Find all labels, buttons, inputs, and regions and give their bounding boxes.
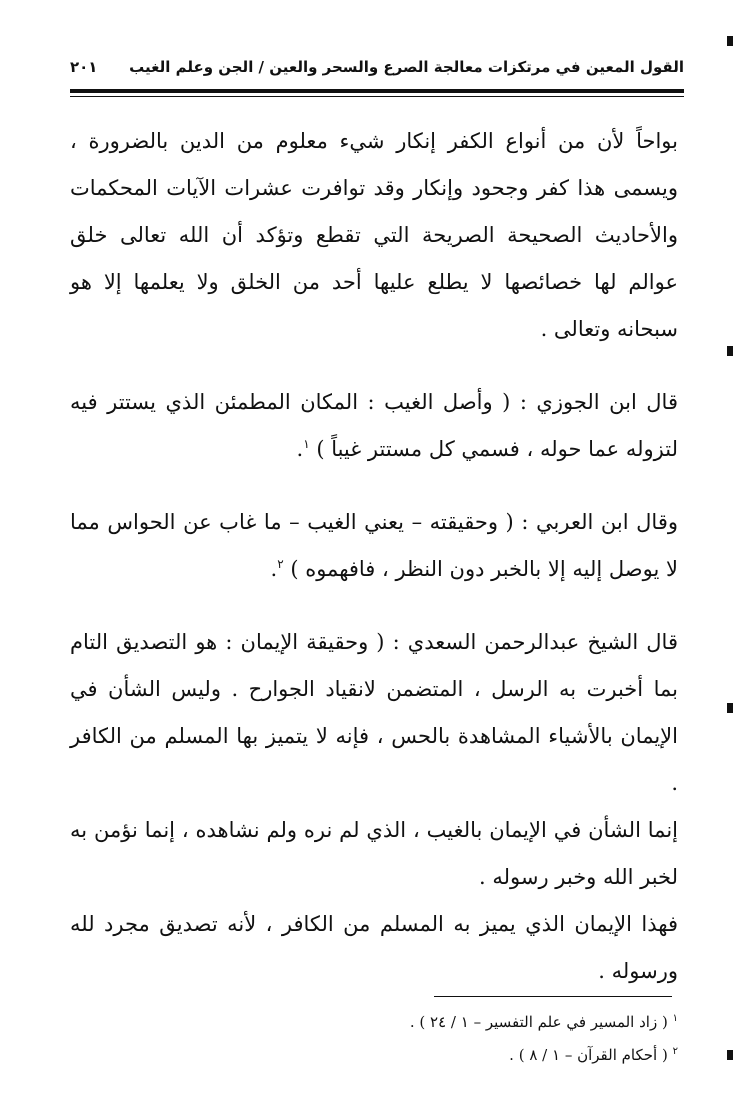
paragraph: بواحاً لأن من أنواع الكفر إنكار شيء معلوم من الدين بالضرورة ، ويسمى هذا كفر وجحود وإنكار وقد توافرت عشرات الآيات المحكمات والأحاديث الصحيحة الصريحة التي تقطع وتؤكد أن الله تعالى خلق عوالم لها خصائصها لا يطلع عليها أحد من الخلق ولا يعلمها إلا هو سبحانه وتعالى . bbox=[70, 129, 678, 341]
paragraph-quote-ibn-aljawzi bbox=[70, 379, 678, 473]
footnote-separator bbox=[434, 996, 672, 997]
paragraph-quote-ibn-alarabi bbox=[70, 499, 678, 593]
paragraph: فهذا الإيمان الذي يميز به المسلم من الكافر ، لأنه تصديق مجرد لله ورسوله . bbox=[70, 912, 678, 983]
header-title: القول المعين في مرتكزات معالجة الصرع والسحر والعين / الجن وعلم الغيب bbox=[129, 58, 684, 76]
footnote bbox=[300, 1039, 678, 1072]
footnote bbox=[300, 1006, 678, 1039]
paragraph: إنما الشأن في الإيمان بالغيب ، الذي لم نره ولم نشاهده ، إنما نؤمن به لخبر الله وخبر رسوله . bbox=[70, 818, 678, 889]
footnote-ref[interactable]: ٢ bbox=[277, 557, 284, 571]
page-number: ٢٠١ bbox=[70, 58, 98, 76]
quote-text: قال ابن الجوزي : ( وأصل الغيب : المكان المطمئن الذي يستتر فيه لتزوله عما حوله ، فسمي كل مستتر غيباً ) bbox=[70, 390, 678, 461]
footnote-ref[interactable]: ١ bbox=[303, 437, 310, 451]
quote-end: . bbox=[270, 557, 278, 581]
footnote-text: ( أحكام القرآن – ١ / ٨ ) . bbox=[509, 1046, 668, 1064]
footnote-text: ( زاد المسير في علم التفسير – ١ / ٢٤ ) . bbox=[409, 1013, 668, 1031]
header-rule-thin bbox=[70, 96, 684, 97]
quote-text: وقال ابن العربي : ( وحقيقته – يعني الغيب – ما غاب عن الحواس مما لا يوصل إليه إلا بالخبر دون النظر ، فافهموه ) bbox=[70, 510, 678, 581]
footnotes bbox=[300, 1006, 678, 1072]
quote-end: . bbox=[296, 437, 304, 461]
edge-mark bbox=[727, 346, 733, 356]
footnote-marker: ١ bbox=[672, 1013, 678, 1024]
header-rule-thick bbox=[70, 89, 684, 93]
paragraph-quote-alsaadi: قال الشيخ عبدالرحمن السعدي : ( وحقيقة الإيمان : هو التصديق التام بما أخبرت به الرسل ، المتضمن لانقياد الجوارح . وليس الشأن في الإيمان بالأشياء المشاهدة بالحس ، فإنه لا يتميز بها المسلم من الكافر . bbox=[70, 630, 678, 795]
footnote-marker: ٢ bbox=[672, 1046, 678, 1057]
edge-mark bbox=[727, 703, 733, 713]
edge-mark bbox=[727, 1050, 733, 1060]
running-header bbox=[70, 48, 684, 88]
edge-mark bbox=[727, 36, 733, 46]
body-text bbox=[70, 118, 678, 995]
